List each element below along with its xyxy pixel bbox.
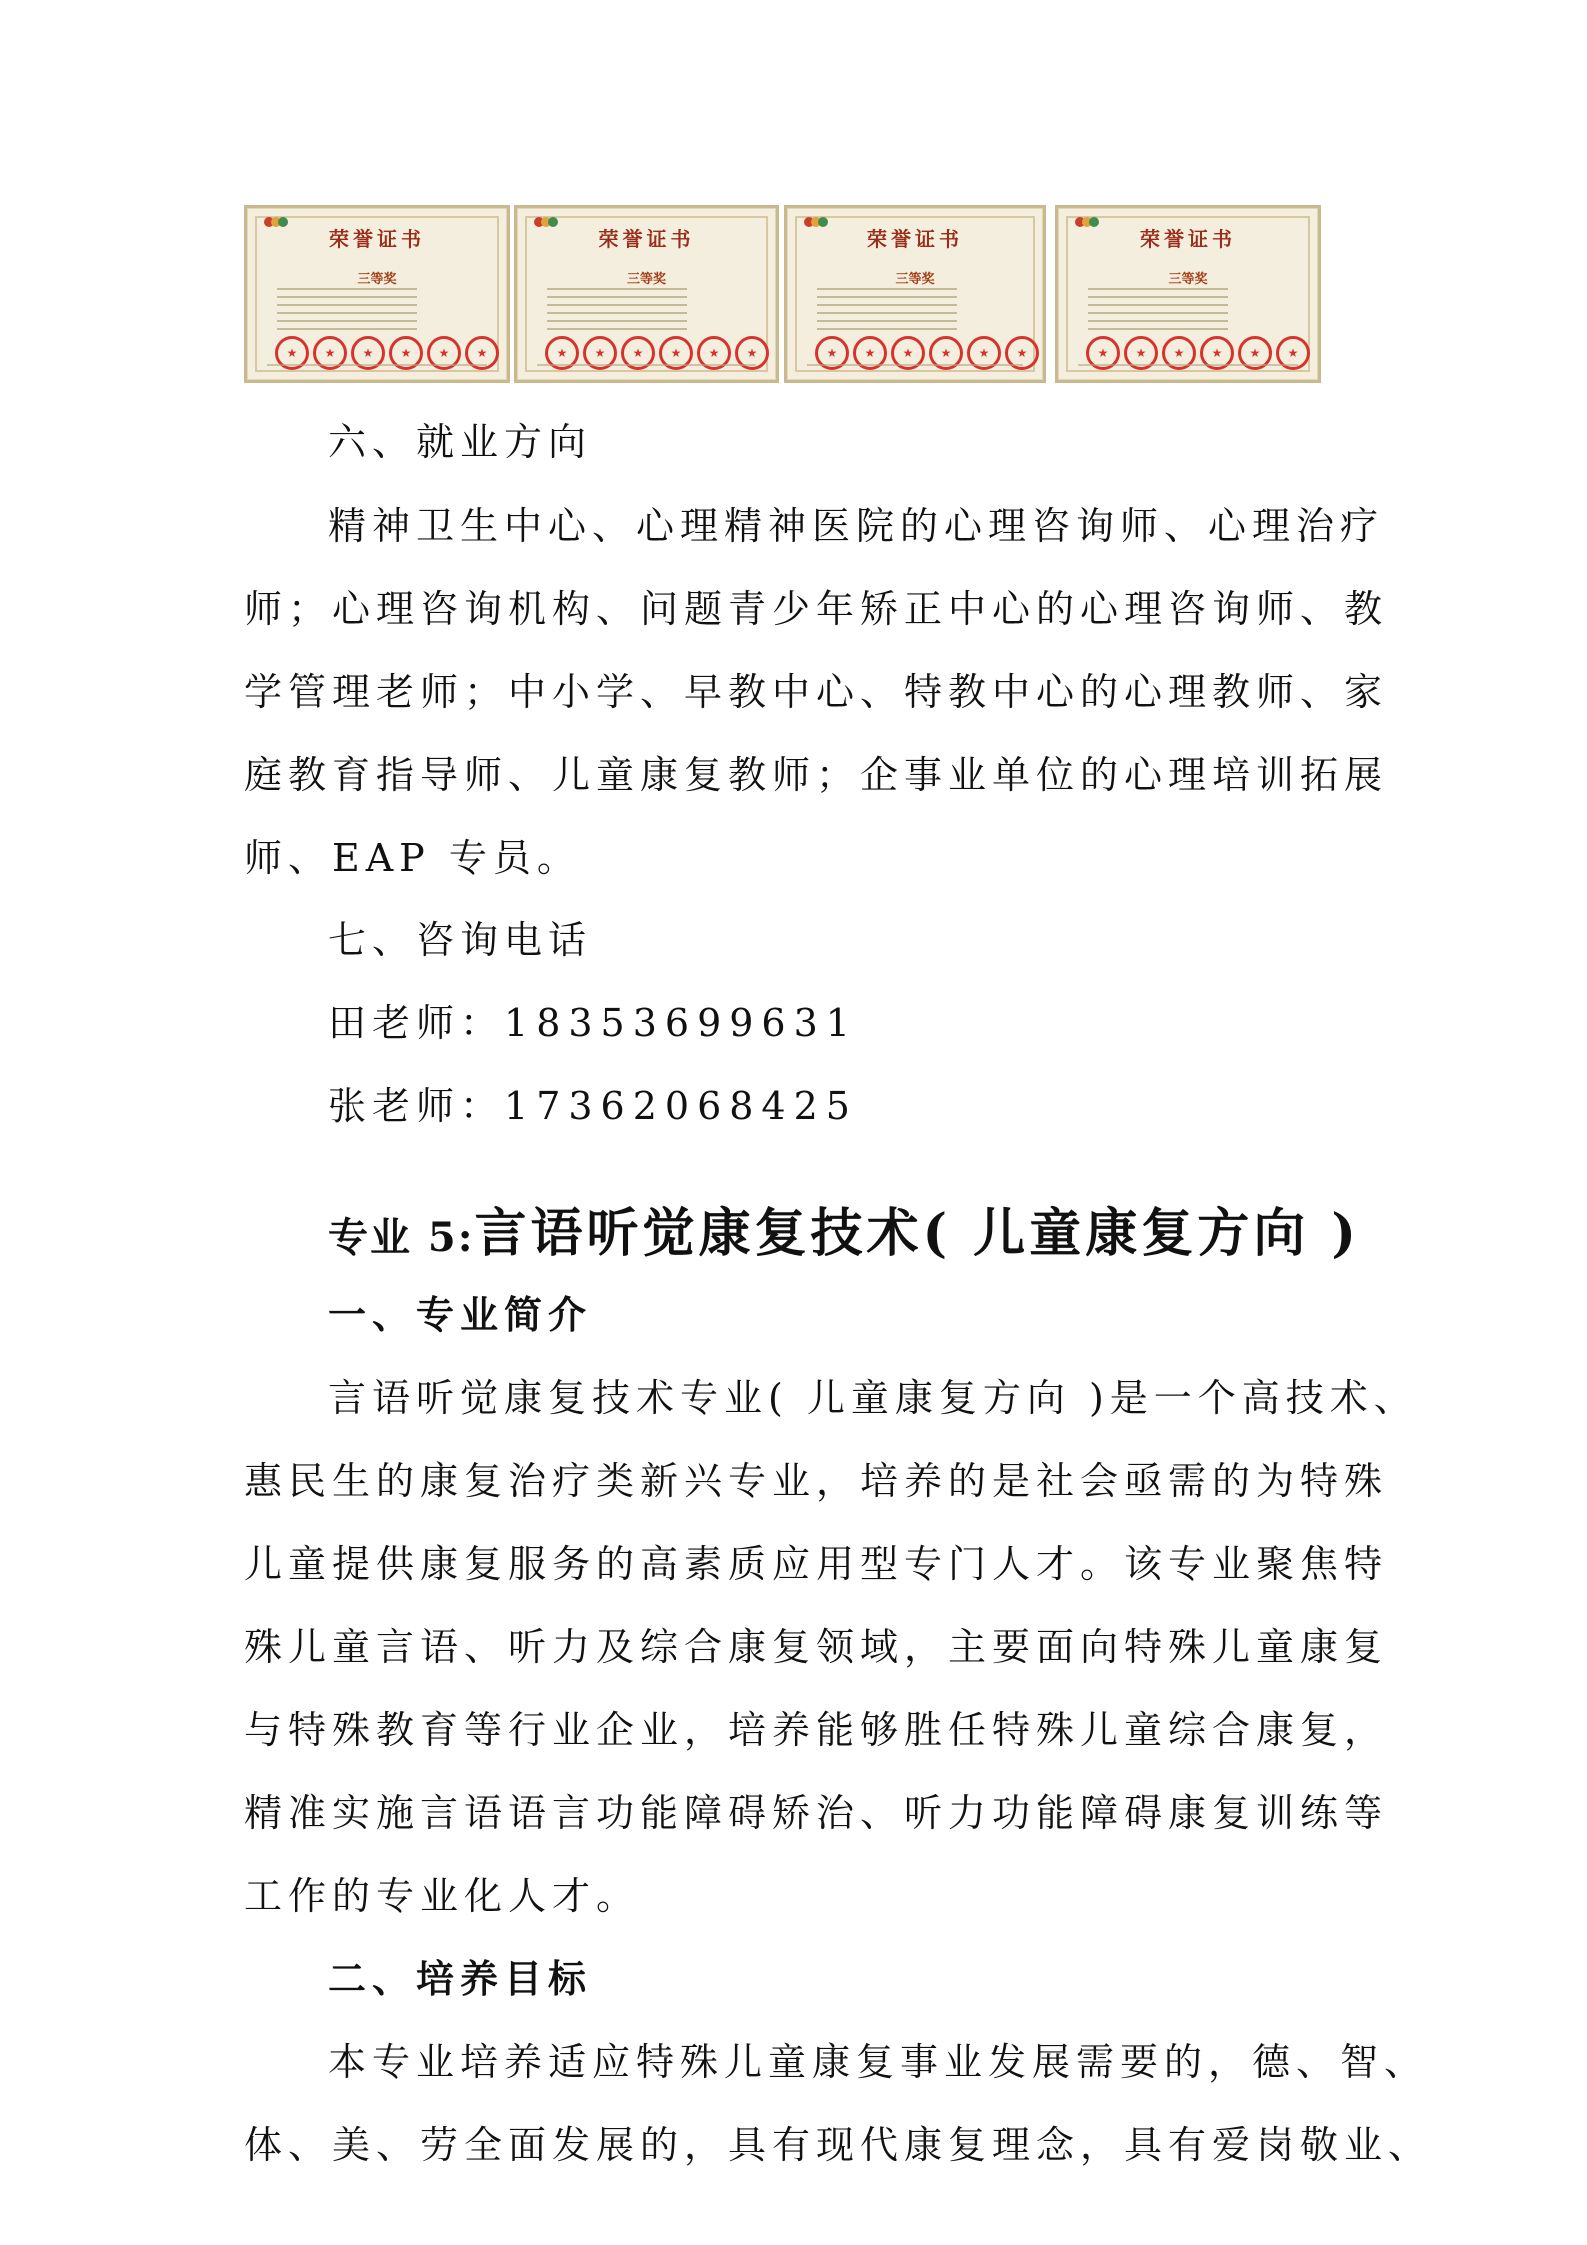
- certificate-award: 三等奖: [1168, 272, 1208, 287]
- contact-phone: 18353699631: [504, 1001, 858, 1045]
- paragraph-line: 言语听觉康复技术专业( 儿童康复方向 )是一个高技术、: [328, 1376, 1418, 1420]
- section-heading: 六、就业方向: [328, 420, 593, 464]
- major-title: [328, 1204, 1360, 1268]
- certificate-title: 荣誉证书: [329, 227, 425, 251]
- paragraph-line: 师；心理咨询机构、问题青少年矫正中心的心理咨询师、教: [244, 587, 1389, 631]
- paragraph-line: 与特殊教育等行业企业，培养能够胜任特殊儿童综合康复，: [244, 1708, 1389, 1752]
- contact-row: [328, 1084, 858, 1128]
- paragraph-line: 精神卫生中心、心理精神医院的心理咨询师、心理治疗: [328, 504, 1385, 548]
- paragraph-line: 儿童提供康复服务的高素质应用型专门人才。该专业聚焦特: [244, 1542, 1389, 1586]
- certificate-award: 三等奖: [357, 272, 397, 287]
- certificate-award: 三等奖: [626, 272, 666, 287]
- contact-label: 张老师：: [328, 1084, 505, 1128]
- certificate-award: 三等奖: [895, 272, 935, 287]
- certificate-title: 荣誉证书: [598, 227, 695, 251]
- major-name: 言语听觉康复技术( 儿童康复方向 ): [474, 1203, 1360, 1264]
- seal-icon-group: [1086, 336, 1298, 376]
- certificate-title: 荣誉证书: [1140, 227, 1236, 251]
- certificate-row: [244, 205, 1326, 390]
- contact-row: [328, 1001, 858, 1045]
- seal-icon-group: [815, 336, 1023, 376]
- section-heading: 二、培养目标: [328, 1956, 593, 2001]
- paragraph-line: 殊儿童言语、听力及综合康复领域，主要面向特殊儿童康复: [244, 1625, 1389, 1669]
- certificate-image: [244, 205, 510, 383]
- major-prefix: 专业 5:: [328, 1214, 475, 1261]
- contact-label: 田老师：: [328, 1001, 505, 1045]
- paragraph-line: 师、EAP 专员。: [244, 836, 581, 880]
- paragraph-line: 本专业培养适应特殊儿童康复事业发展需要的，德、智、: [328, 2040, 1429, 2084]
- paragraph-line: 惠民生的康复治疗类新兴专业，培养的是社会亟需的为特殊: [244, 1459, 1389, 1503]
- paragraph-line: 工作的专业化人才。: [244, 1874, 641, 1918]
- paragraph-line: 学管理老师；中小学、早教中心、特教中心的心理教师、家: [244, 670, 1389, 714]
- contact-phone: 17362068425: [504, 1084, 858, 1128]
- certificate-title: 荣誉证书: [867, 227, 963, 251]
- paragraph-line: 庭教育指导师、儿童康复教师；企事业单位的心理培训拓展: [244, 753, 1389, 797]
- certificate-image: [784, 205, 1046, 383]
- seal-icon-group: [275, 336, 487, 376]
- section-heading: 七、咨询电话: [328, 918, 593, 962]
- paragraph-line: 体、美、劳全面发展的，具有现代康复理念，具有爱岗敬业、: [244, 2123, 1433, 2167]
- certificate-image: [514, 205, 779, 383]
- certificate-image: [1055, 205, 1321, 383]
- section-heading: 一、专业简介: [328, 1292, 593, 1337]
- paragraph-line: 精准实施言语语言功能障碍矫治、听力功能障碍康复训练等: [244, 1791, 1389, 1835]
- seal-icon-group: [545, 336, 756, 376]
